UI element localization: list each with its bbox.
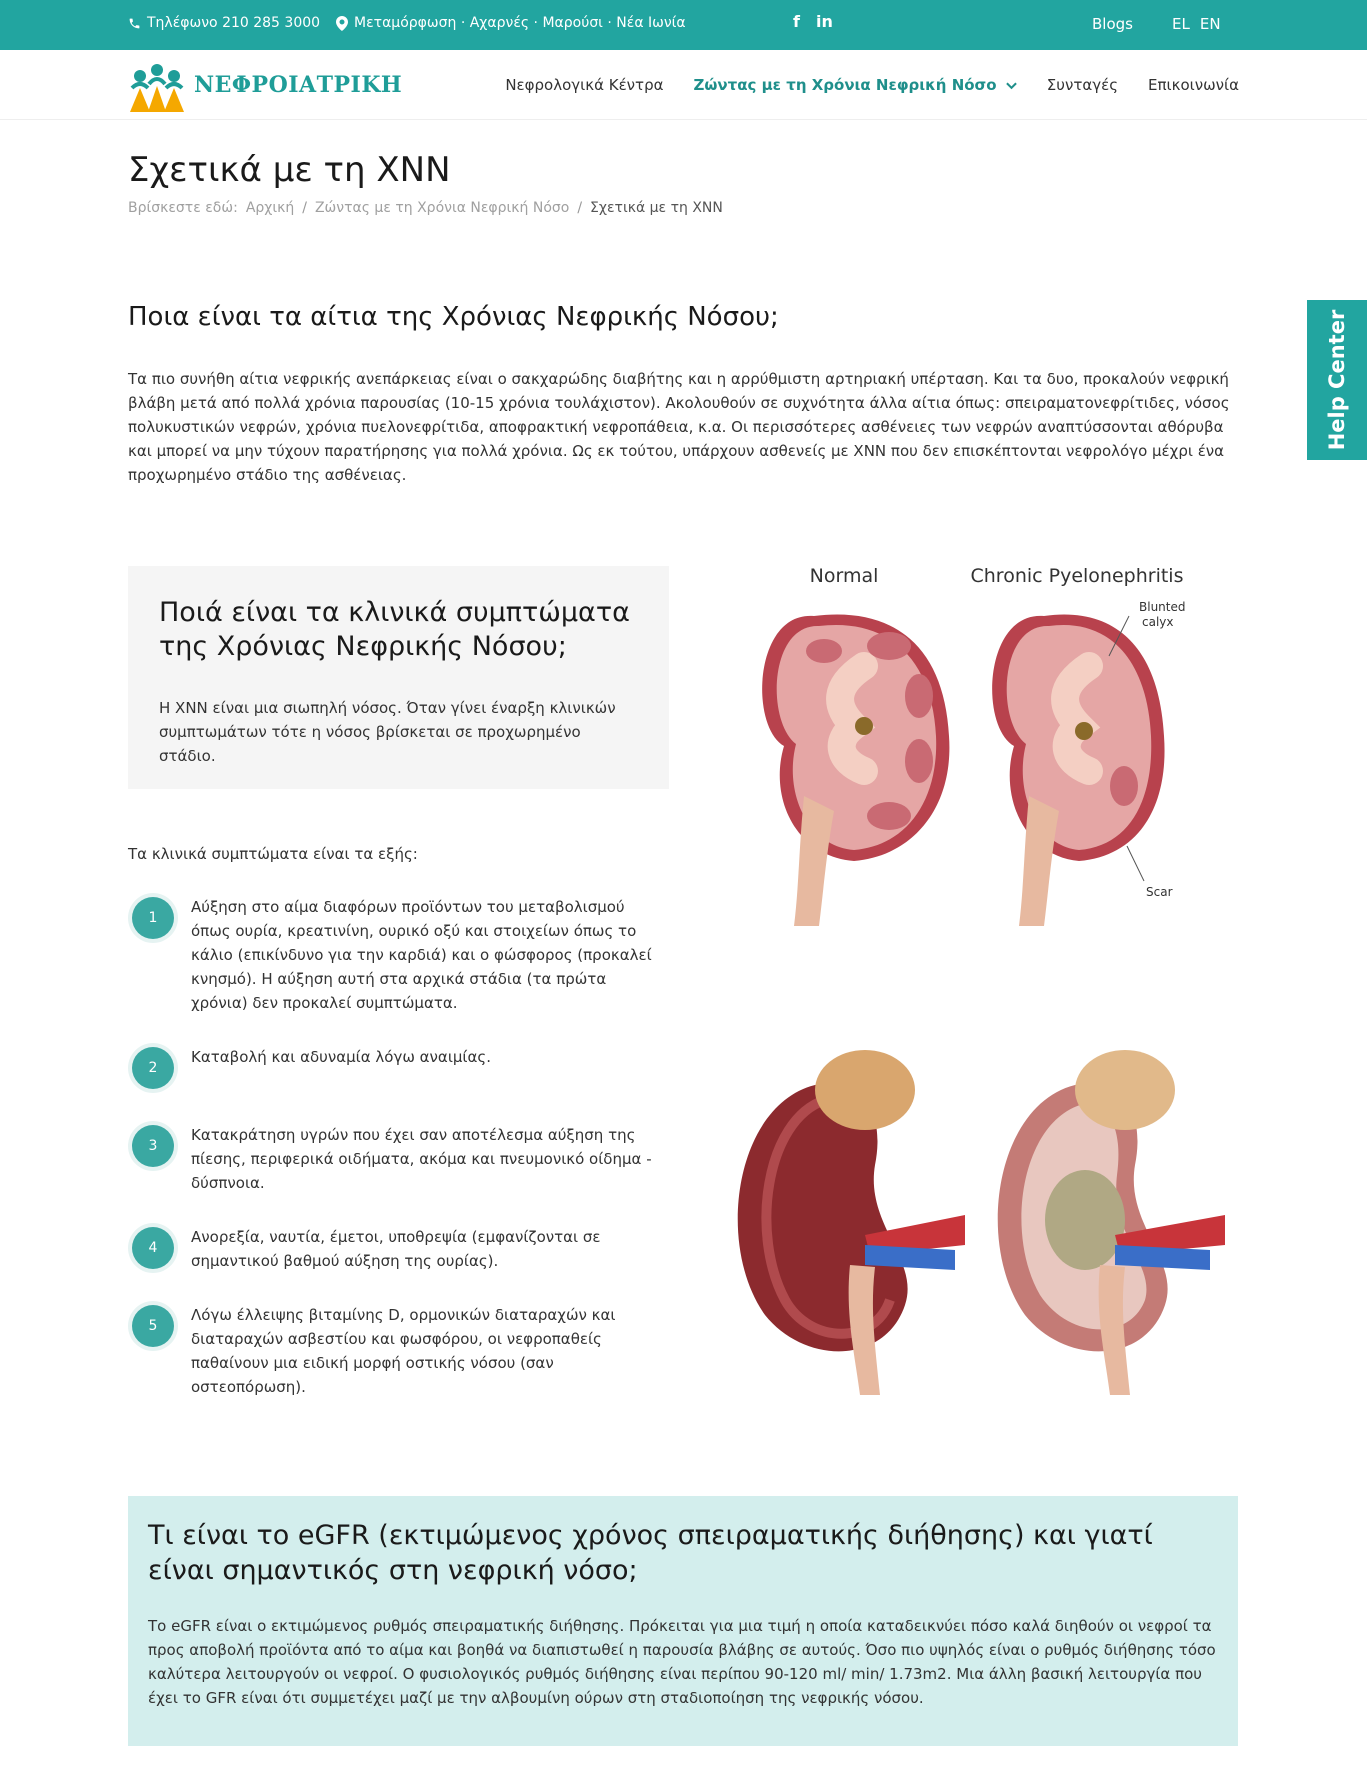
kidney-comparison-illustration <box>714 556 1234 926</box>
page-title: Σχετικά με τη ΧΝΝ <box>128 150 451 190</box>
language-switcher <box>1172 15 1221 33</box>
linkedin-icon[interactable]: in <box>815 12 833 31</box>
locations-text: Μεταμόρφωση · Αχαρνές · Μαρούσι · Νέα Ιωνία <box>354 15 686 31</box>
list-item-text: Καταβολή και αδυναμία λόγω αναιμίας. <box>191 1048 491 1066</box>
breadcrumb <box>128 200 723 216</box>
main-nav <box>505 76 1239 94</box>
breadcrumb-home[interactable]: Αρχική <box>245 200 295 216</box>
phone-text: Τηλέφωνο 210 285 3000 <box>147 15 321 31</box>
map-pin-icon <box>336 16 348 31</box>
label-blunted: Blunted <box>1139 600 1186 614</box>
help-center-tab[interactable] <box>1307 300 1367 460</box>
list-number-badge: 2 <box>132 1047 174 1089</box>
symptoms-intro: Η ΧΝΝ είναι μια σιωπηλή νόσος. Όταν γίνει έναρξη κλινικών συμπτωμάτων τότε η νόσος βρίσκεται σε προχωρημένο στάδιο. <box>159 699 616 765</box>
phone-icon <box>128 17 141 30</box>
kidney-cross-section <box>998 1050 1225 1395</box>
list-number-badge: 4 <box>132 1227 174 1269</box>
symptoms-list-intro: Τα κλινικά συμπτώματα είναι τα εξής: <box>128 845 418 863</box>
list-number-badge: 5 <box>132 1305 174 1347</box>
blogs-link[interactable]: Blogs <box>1092 15 1133 33</box>
logo-mark-icon <box>128 58 186 112</box>
locations-link[interactable] <box>336 15 686 31</box>
breadcrumb-prefix: Βρίσκεστε εδώ: <box>128 200 238 216</box>
nav-item-recipes[interactable]: Συνταγές <box>1046 76 1119 94</box>
facebook-icon[interactable]: f <box>793 12 800 31</box>
egfr-section <box>128 1496 1238 1746</box>
breadcrumb-current: Σχετικά με τη ΧΝΝ <box>590 200 723 216</box>
phone-link[interactable] <box>128 15 320 31</box>
site-header <box>0 50 1367 120</box>
symptoms-box <box>128 566 669 789</box>
breadcrumb-living-with-ckd[interactable]: Ζώντας με τη Χρόνια Νεφρική Νόσο <box>314 200 570 216</box>
nav-item-living-with-ckd-label: Ζώντας με τη Χρόνια Νεφρική Νόσο <box>693 76 997 94</box>
kidney-anatomy-illustration <box>705 1045 1235 1395</box>
nav-item-living-with-ckd[interactable] <box>694 76 1017 94</box>
site-logo[interactable] <box>128 58 402 112</box>
label-scar: Scar <box>1146 885 1173 899</box>
breadcrumb-separator: / <box>577 200 583 216</box>
label-chronic: Chronic Pyelonephritis <box>970 565 1184 587</box>
logo-text: ΝΕΦΡΟΙΑΤΡΙΚΗ <box>194 72 403 98</box>
nav-item-centers[interactable]: Νεφρολογικά Κέντρα <box>505 76 664 94</box>
list-item-text: Ανορεξία, ναυτία, έμετοι, υποθρεψία (εμφανίζονται σε σημαντικού βαθμού αύξηση της ουρίας). <box>191 1228 601 1270</box>
social-links <box>793 12 833 31</box>
label-normal: Normal <box>809 565 879 587</box>
list-number-badge: 1 <box>132 897 174 939</box>
label-calyx: calyx <box>1142 615 1174 629</box>
symptoms-heading: Ποιά είναι τα κλινικά συμπτώματα της Χρόνιας Νεφρικής Νόσου; <box>159 597 630 662</box>
list-number-badge: 3 <box>132 1125 174 1167</box>
lang-en[interactable]: EN <box>1199 15 1221 33</box>
causes-text: Τα πιο συνήθη αίτια νεφρικής ανεπάρκειας είναι ο σακχαρώδης διαβήτης και η αρρύθμιστη αρτηριακή υπέρταση. Και τα δυο, προκαλούν νεφρική βλάβη μετά από πολλά χρόνια παρουσίας (10-15 χρόνια τουλάχιστον). Ακολουθούν σε συχνότητα άλλα αίτια όπως: σπειραματονεφρίτιδες, νόσος πολυκυστικών νεφρών, χρόνια πυελονεφρίτιδα, αποφρακτική νεφροπάθεια, κ.α. Οι περισσότερες ασθένειες των νεφρών αναπτύσσονται αθόρυβα και μπορεί να μην τύχουν παρατήρησης για πολλά χρόνια. Ως εκ τούτου, υπάρχουν ασθενείς με ΧΝΝ που δεν επισκέπτονται νεφρολόγο μέχρι ένα προχωρημένο στάδιο της ασθένειας. <box>128 370 1230 484</box>
help-center-label: Help Center <box>1325 309 1349 451</box>
list-item-text: Λόγω έλλειψης βιταμίνης D, ορμονικών διαταραχών και διαταραχών ασβεστίου και φωσφόρου, οι νεφροπαθείς παθαίνουν μια ειδική μορφή οστικής νόσου (σαν οστεοπόρωση). <box>191 1306 616 1396</box>
lang-el[interactable]: EL <box>1172 15 1190 33</box>
breadcrumb-separator: / <box>302 200 307 216</box>
egfr-heading: Τι είναι το eGFR (εκτιμώμενος χρόνος σπειραματικής διήθησης) και γιατί είναι σημαντικός στη νεφρική νόσο; <box>148 1520 1153 1586</box>
causes-heading: Ποια είναι τα αίτια της Χρόνιας Νεφρικής Νόσου; <box>128 302 779 332</box>
nav-item-contact[interactable]: Επικοινωνία <box>1148 76 1239 94</box>
top-bar <box>0 0 1367 50</box>
list-item-text: Κατακράτηση υγρών που έχει σαν αποτέλεσμα αύξηση της πίεσης, περιφερικά οιδήματα, ακόμα και πνευμονικό οίδημα - δύσπνοια. <box>191 1126 652 1192</box>
kidney-exterior <box>738 1050 965 1395</box>
list-item-text: Αύξηση στο αίμα διαφόρων προϊόντων του μεταβολισμού όπως ουρία, κρεατινίνη, ουρικό οξύ και στοιχείων όπως το κάλιο (επικίνδυνο για την καρδιά) και ο φώσφορος (προκαλεί κνησμό). Η αύξηση αυτή στα αρχικά στάδια (τα πρώτα χρόνια) δεν προκαλεί συμπτώματα. <box>191 898 652 1012</box>
chronic-kidney-shape <box>992 615 1164 927</box>
egfr-text: Το eGFR είναι ο εκτιμώμενος ρυθμός σπειραματικής διήθησης. Πρόκειται για μια τιμή η οποία καταδεικνύει πόσο καλά διηθούν οι νεφροί τα προς αποβολή προϊόντα από το αίμα και βοηθά να διαπιστωθεί η παρουσία βλάβης σε αυτούς. Όσο πιο υψηλός είναι ο ρυθμός διήθησης τόσο καλύτερα λειτουργούν οι νεφροί. Ο φυσιολογικός ρυθμός διήθησης είναι περίπου 90-120 ml/ min/ 1.73m2. Μια άλλη βασική λειτουργία που έχει το GFR είναι ότι συμμετέχει μαζί με την αλβουμίνη ούρων στη σταδιοποίηση της νεφρικής νόσου. <box>148 1617 1216 1707</box>
chevron-down-icon <box>1006 82 1017 90</box>
normal-kidney-shape <box>762 615 949 927</box>
